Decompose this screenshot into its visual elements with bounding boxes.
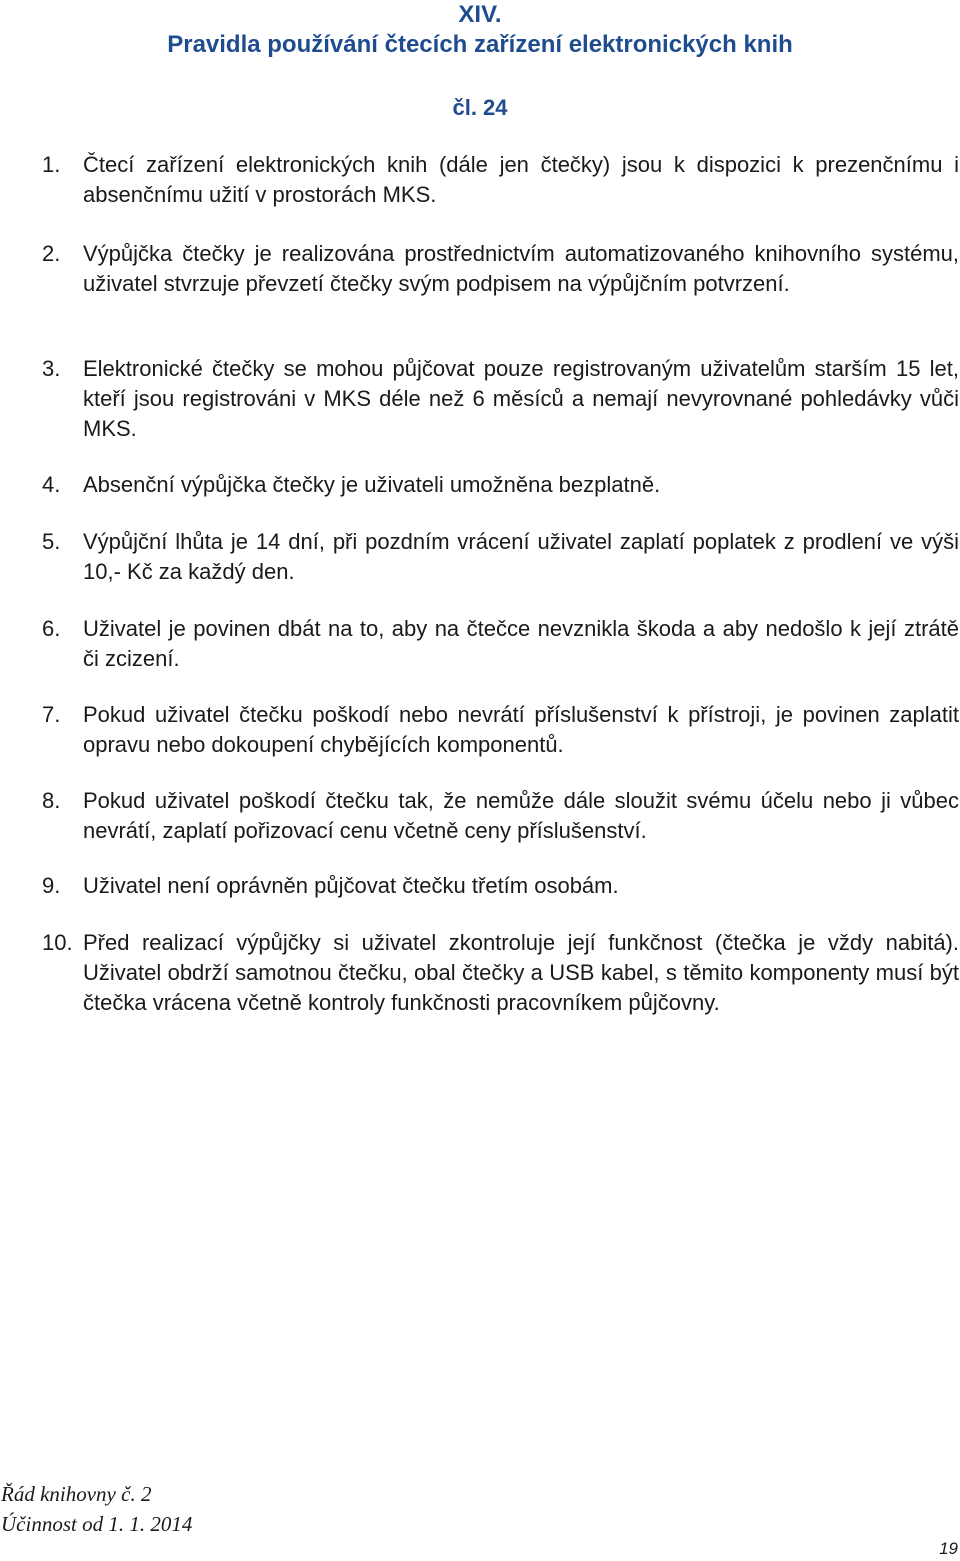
chapter-number: XIV.: [458, 1, 502, 28]
rule-text: Před realizací výpůjčky si uživatel zkontroluje její funkčnost (čtečka je vždy nabitá). Uživatel obdrží samotnou čtečku, obal čtečky a USB kabel, s těmito komponenty musí být čtečka vrácena včetně kontroly funkčnosti pracovníkem půjčovny.: [83, 930, 959, 1015]
rule-text: Uživatel není oprávněn půjčovat čtečku třetím osobám.: [83, 873, 619, 898]
page-number: 19: [939, 1539, 958, 1558]
rule-item: [42, 150, 960, 210]
article-heading: čl. 24: [452, 95, 508, 120]
rule-number: 2.: [42, 241, 61, 266]
rule-number: 4.: [42, 472, 61, 497]
rule-text: Výpůjční lhůta je 14 dní, při pozdním vrácení uživatel zaplatí poplatek z prodlení ve výši 10,- Kč za každý den.: [83, 529, 959, 584]
rule-text: Absenční výpůjčka čtečky je uživateli umožněna bezplatně.: [83, 472, 661, 497]
rule-text: Uživatel je povinen dbát na to, aby na čtečce nevznikla škoda a aby nedošlo k její ztrátě či zcizení.: [83, 616, 959, 671]
rule-text: Elektronické čtečky se mohou půjčovat pouze registrovaným uživatelům starším 15 let, kteří jsou registrováni v MKS déle než 6 měsíců a nemají nevyrovnané pohledávky vůči MKS.: [83, 356, 959, 441]
rule-item: [42, 871, 960, 901]
footer-effective-date: Účinnost od 1. 1. 2014: [1, 1512, 193, 1536]
rule-number: 10.: [42, 930, 73, 955]
rule-number: 7.: [42, 702, 61, 727]
rule-number: 8.: [42, 788, 61, 813]
rule-item: [42, 928, 960, 1018]
rule-item: [42, 700, 960, 760]
rule-item: [42, 354, 960, 444]
rule-text: Pokud uživatel poškodí čtečku tak, že nemůže dále sloužit svému účelu nebo ji vůbec nevrátí, zaplatí pořizovací cenu včetně ceny příslušenství.: [83, 788, 959, 843]
rule-item: [42, 527, 960, 587]
rule-number: 9.: [42, 873, 61, 898]
rule-item: [42, 239, 960, 299]
rule-item: [42, 786, 960, 846]
rule-number: 6.: [42, 616, 61, 641]
rule-item: [42, 614, 960, 674]
rule-text: Pokud uživatel čtečku poškodí nebo nevrátí příslušenství k přístroji, je povinen zaplatit opravu nebo dokoupení chybějících komponentů.: [83, 702, 959, 757]
rule-text: Čtecí zařízení elektronických knih (dále jen čtečky) jsou k dispozici k prezenčnímu i absenčnímu užití v prostorách MKS.: [83, 152, 959, 207]
rule-number: 5.: [42, 529, 61, 554]
chapter-title: Pravidla používání čtecích zařízení elektronických knih: [167, 31, 793, 58]
rule-text: Výpůjčka čtečky je realizována prostřednictvím automatizovaného knihovního systému, uživatel stvrzuje převzetí čtečky svým podpisem na výpůjčním potvrzení.: [83, 241, 959, 296]
footer-document-title: Řád knihovny č. 2: [1, 1482, 152, 1506]
rule-number: 3.: [42, 356, 61, 381]
rule-number: 1.: [42, 152, 61, 177]
rule-item: [42, 470, 960, 500]
